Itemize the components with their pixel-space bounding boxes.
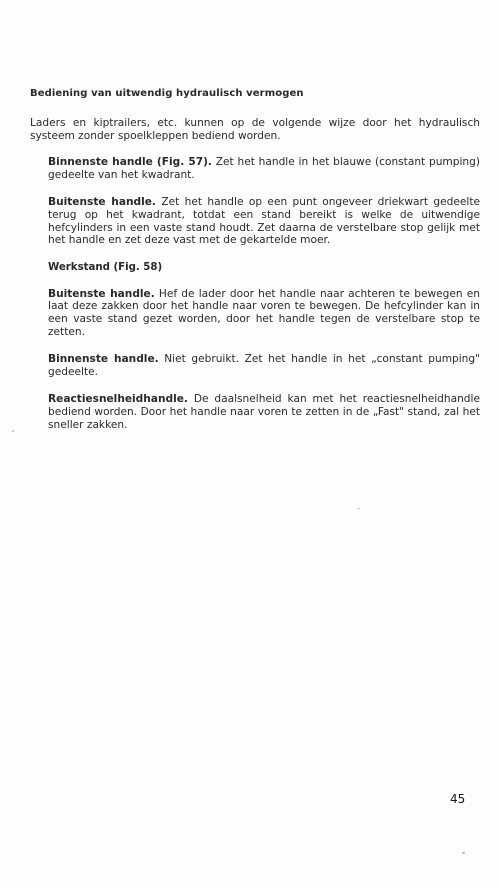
text-werkstand-buitenste-handle: Hef de lader door het handle naar achteren te bewegen en laat deze zakken door het handle naar voren te bewegen. De hefcylinder kan in een vaste stand gezet worden, door het handle tegen de verstelbare stop te zetten.	[48, 287, 481, 338]
paragraph-werkstand-binnenste-handle	[48, 353, 480, 378]
label-werkstand-buitenste-handle: Buitenste handle.	[48, 287, 155, 300]
label-buitenste-handle: Buitenste handle.	[48, 196, 156, 209]
paper-speck	[462, 852, 465, 854]
label-binnenste-handle: Binnenste handle (Fig. 57).	[48, 156, 212, 169]
paragraph-binnenste-handle	[48, 156, 480, 181]
paper-speck	[12, 430, 14, 432]
paper-speck	[357, 508, 360, 509]
page-number: 45	[450, 792, 466, 806]
text-buitenste-handle: Zet het handle op een punt ongeveer driekwart gedeelte terug op het kwadrant, totdat een stand bereikt is welke de uitwendige hefcylinders in een vaste stand houdt. Zet daarna de verstelbare stop gelijk met het handle en zet deze vast met de gekartelde moer.	[48, 196, 481, 247]
label-werkstand-binnenste-handle: Binnenste handle.	[48, 353, 159, 366]
text-werkstand-binnenste-handle: Niet gebruikt. Zet het handle in het „constant pumping" gedeelte.	[48, 353, 480, 378]
text-reactiesnelheidhandle: De daalsnelheid kan met het reactiesnelheidhandle bediend worden. Door het handle naar voren te zetten in de „Fast" stand, zal het sneller zakken.	[48, 393, 480, 431]
paragraph-werkstand-buitenste-handle	[48, 288, 480, 338]
section-heading: Bediening van uitwendig hydraulisch vermogen	[30, 88, 304, 99]
page-content	[30, 88, 480, 446]
subheading-werkstand: Werkstand (Fig. 58)	[48, 261, 163, 273]
paragraph-reactiesnelheidhandle	[48, 393, 480, 431]
text-binnenste-handle: Zet het handle in het blauwe (constant pumping) gedeelte van het kwadrant.	[48, 156, 480, 181]
intro-paragraph: Laders en kiptrailers, etc. kunnen op de volgende wijze door het hydraulisch systeem zonder spoelkleppen bediend worden.	[30, 117, 480, 142]
paragraph-buitenste-handle	[48, 196, 480, 246]
label-reactiesnelheidhandle: Reactiesnelheidhandle.	[48, 393, 188, 406]
